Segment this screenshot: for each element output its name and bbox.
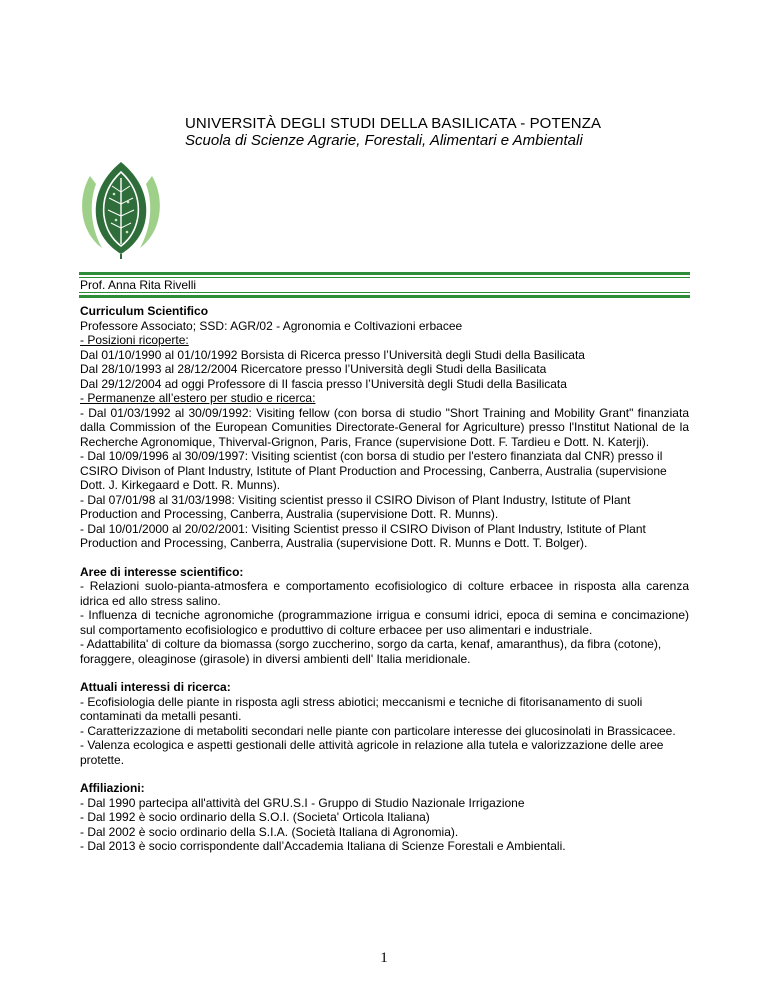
research-item: - Valenza ecologica e aspetti gestionali delle attività agricole in relazione alla tutela e valorizzazione delle aree protette. (80, 738, 664, 767)
affiliations-heading: Affiliazioni: (80, 781, 145, 795)
interest-item: - Influenza di tecniche agronomiche (programmazione irrigua e consumi idrici, epoca di semina e concimazione) sul comportamento ecofisiologico e produttivo di colture erbacee per uso alimentari e industriale. (80, 608, 689, 637)
university-name: UNIVERSITÀ DEGLI STUDI DELLA BASILICATA - POTENZA (185, 115, 602, 132)
research-item: - Caratterizzazione di metaboliti secondari nelle piante con particolare interesse dei glucosinolati in Brassicacee. (80, 723, 676, 738)
page-number: 1 (380, 950, 388, 966)
interest-item: - Adattabilita' di colture da biomassa (sorgo zuccherino, sorgo da carta, kenaf, amaranthus), da fibra (cotone), foraggere, oleaginose (girasole) in diversi ambienti dell' Italia meridionale. (80, 637, 662, 666)
cv-role: Professore Associato; SSD: AGR/02 - Agronomia e Coltivazioni erbacee (80, 318, 463, 333)
interests-heading: Aree di interesse scientifico: (80, 564, 244, 579)
position-item: Dal 28/10/1993 al 28/12/2004 Ricercatore presso l’Università degli Studi della Basilicata (80, 362, 547, 376)
cv-content (80, 304, 689, 854)
header-rule-bottom (79, 292, 690, 298)
cv-title: Curriculum Scientifico (80, 304, 209, 318)
professor-name: Prof. Anna Rita Rivelli (80, 278, 197, 292)
position-item: Dal 29/12/2004 ad oggi Professore di II fascia presso l’Università degli Studi della Basilicata (80, 376, 567, 391)
stay-item: - Dal 01/03/1992 al 30/09/1992: Visiting fellow (con borsa di studio "Short Training and Mobility Grant" finanziata dalla Commission of the European Comunities Directorate-General for Agriculture) presso l'Institut National de la Recherche Agronomique, Thiverval-Grignon, Paris, France (supervisione Dott. F. Tardieu e Dott. N. Katerji). (80, 405, 689, 449)
positions-heading: - Posizioni ricoperte: (80, 333, 189, 347)
affiliation-item: - Dal 2002 è socio ordinario della S.I.A. (Società Italiana di Agronomia). (80, 824, 459, 839)
position-item: Dal 01/10/1990 al 01/10/1992 Borsista di Ricerca presso l’Università degli Studi della Basilicata (80, 347, 585, 362)
research-heading: Attuali interessi di ricerca: (80, 680, 231, 694)
affiliation-item: - Dal 2013 è socio corrispondente dall’Accademia Italiana di Scienze Forestali e Ambientali. (80, 839, 566, 853)
affiliation-item: - Dal 1992 è socio ordinario della S.O.I. (Societa' Orticola Italiana) (80, 810, 430, 824)
stay-item: - Dal 10/09/1996 al 30/09/1997: Visiting scientist (con borsa di studio per l'estero finanziata dal CNR) presso il CSIRO Divison of Plant Industry, Istitute of Plant Production and Processing, Canberra, Australia (supervisione Dott. J. Kirkegaard e Dott. R. Munns). (80, 449, 667, 492)
stays-heading: - Permanenze all’estero per studio e ricerca: (80, 391, 316, 405)
stay-item: - Dal 07/01/98 al 31/03/1998: Visiting scientist presso il CSIRO Divison of Plant Industry, Istitute of Plant Production and Processing, Canberra, Australia (supervisione Dott. R. Munns). (80, 492, 631, 521)
research-item: - Ecofisiologia delle piante in risposta agli stress abiotici; meccanismi e tecniche di fitorisanamento di suoli contaminati da metalli pesanti. (80, 694, 643, 723)
stay-item: - Dal 10/01/2000 al 20/02/2001: Visiting Scientist presso il CSIRO Divison of Plant Industry, Istitute of Plant Production and Processing, Canberra, Australia (supervisione Dott. R. Munns e Dott. T. Bolger). (80, 521, 646, 550)
school-name: Scuola di Scienze Agrarie, Forestali, Alimentari e Ambientali (185, 132, 583, 149)
interest-item: - Relazioni suolo-pianta-atmosfera e comportamento ecofisiologico di colture erbacee in risposta alla carenza idrica ed allo stress salino. (80, 579, 689, 608)
affiliation-item: - Dal 1990 partecipa all'attività del GRU.S.I - Gruppo di Studio Nazionale Irrigazione (80, 795, 525, 810)
document-header (185, 115, 745, 149)
leaf-logo-icon (76, 158, 166, 260)
